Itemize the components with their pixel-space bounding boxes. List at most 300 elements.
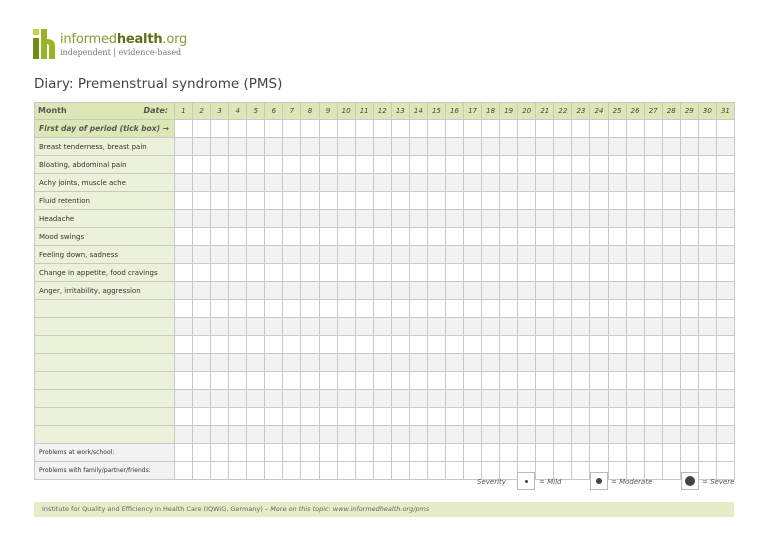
- symptom-severity-cell[interactable]: [301, 354, 319, 372]
- problems-cell[interactable]: [391, 462, 409, 480]
- symptom-severity-cell[interactable]: [554, 156, 572, 174]
- symptom-severity-cell[interactable]: [608, 210, 626, 228]
- symptom-severity-cell[interactable]: [175, 228, 193, 246]
- symptom-severity-cell[interactable]: [554, 354, 572, 372]
- symptom-severity-cell[interactable]: [590, 354, 608, 372]
- symptom-severity-cell[interactable]: [518, 174, 536, 192]
- symptom-severity-cell[interactable]: [427, 156, 445, 174]
- symptom-severity-cell[interactable]: [572, 156, 590, 174]
- problems-cell[interactable]: [608, 444, 626, 462]
- symptom-severity-cell[interactable]: [698, 372, 716, 390]
- symptom-label[interactable]: [35, 390, 175, 408]
- symptom-severity-cell[interactable]: [373, 282, 391, 300]
- symptom-severity-cell[interactable]: [590, 372, 608, 390]
- symptom-severity-cell[interactable]: [572, 174, 590, 192]
- first-day-checkbox-cell[interactable]: [716, 120, 734, 138]
- symptom-severity-cell[interactable]: [391, 210, 409, 228]
- symptom-severity-cell[interactable]: [301, 336, 319, 354]
- symptom-severity-cell[interactable]: [445, 246, 463, 264]
- symptom-severity-cell[interactable]: [337, 336, 355, 354]
- symptom-severity-cell[interactable]: [482, 390, 500, 408]
- symptom-severity-cell[interactable]: [175, 246, 193, 264]
- symptom-severity-cell[interactable]: [409, 174, 427, 192]
- symptom-severity-cell[interactable]: [554, 282, 572, 300]
- symptom-severity-cell[interactable]: [680, 156, 698, 174]
- symptom-severity-cell[interactable]: [500, 282, 518, 300]
- symptom-severity-cell[interactable]: [626, 426, 644, 444]
- symptom-severity-cell[interactable]: [680, 264, 698, 282]
- symptom-severity-cell[interactable]: [608, 138, 626, 156]
- symptom-severity-cell[interactable]: [572, 192, 590, 210]
- symptom-severity-cell[interactable]: [265, 264, 283, 282]
- symptom-severity-cell[interactable]: [644, 156, 662, 174]
- symptom-severity-cell[interactable]: [265, 318, 283, 336]
- symptom-severity-cell[interactable]: [662, 228, 680, 246]
- symptom-severity-cell[interactable]: [680, 174, 698, 192]
- symptom-severity-cell[interactable]: [518, 390, 536, 408]
- symptom-severity-cell[interactable]: [464, 390, 482, 408]
- symptom-severity-cell[interactable]: [427, 282, 445, 300]
- first-day-checkbox-cell[interactable]: [626, 120, 644, 138]
- problems-cell[interactable]: [500, 444, 518, 462]
- first-day-checkbox-cell[interactable]: [211, 120, 229, 138]
- symptom-severity-cell[interactable]: [229, 354, 247, 372]
- symptom-severity-cell[interactable]: [211, 282, 229, 300]
- symptom-severity-cell[interactable]: [337, 300, 355, 318]
- symptom-severity-cell[interactable]: [608, 372, 626, 390]
- symptom-severity-cell[interactable]: [680, 336, 698, 354]
- symptom-severity-cell[interactable]: [698, 336, 716, 354]
- symptom-severity-cell[interactable]: [355, 408, 373, 426]
- symptom-severity-cell[interactable]: [409, 210, 427, 228]
- symptom-severity-cell[interactable]: [247, 336, 265, 354]
- problems-cell[interactable]: [680, 444, 698, 462]
- symptom-severity-cell[interactable]: [283, 264, 301, 282]
- symptom-severity-cell[interactable]: [409, 156, 427, 174]
- symptom-severity-cell[interactable]: [337, 390, 355, 408]
- symptom-severity-cell[interactable]: [626, 246, 644, 264]
- symptom-severity-cell[interactable]: [175, 336, 193, 354]
- symptom-severity-cell[interactable]: [716, 264, 734, 282]
- symptom-severity-cell[interactable]: [500, 336, 518, 354]
- symptom-severity-cell[interactable]: [319, 282, 337, 300]
- symptom-severity-cell[interactable]: [283, 390, 301, 408]
- problems-cell[interactable]: [644, 462, 662, 480]
- symptom-severity-cell[interactable]: [283, 174, 301, 192]
- symptom-severity-cell[interactable]: [355, 192, 373, 210]
- symptom-severity-cell[interactable]: [680, 318, 698, 336]
- symptom-severity-cell[interactable]: [536, 156, 554, 174]
- first-day-checkbox-cell[interactable]: [337, 120, 355, 138]
- problems-cell[interactable]: [445, 462, 463, 480]
- symptom-severity-cell[interactable]: [337, 210, 355, 228]
- symptom-label[interactable]: [35, 300, 175, 318]
- symptom-severity-cell[interactable]: [644, 264, 662, 282]
- symptom-severity-cell[interactable]: [590, 174, 608, 192]
- symptom-severity-cell[interactable]: [464, 318, 482, 336]
- symptom-severity-cell[interactable]: [662, 336, 680, 354]
- symptom-severity-cell[interactable]: [464, 246, 482, 264]
- symptom-severity-cell[interactable]: [409, 300, 427, 318]
- first-day-checkbox-cell[interactable]: [445, 120, 463, 138]
- symptom-severity-cell[interactable]: [608, 300, 626, 318]
- symptom-severity-cell[interactable]: [680, 426, 698, 444]
- symptom-severity-cell[interactable]: [445, 300, 463, 318]
- first-day-checkbox-cell[interactable]: [608, 120, 626, 138]
- symptom-severity-cell[interactable]: [301, 138, 319, 156]
- problems-cell[interactable]: [229, 444, 247, 462]
- symptom-severity-cell[interactable]: [626, 174, 644, 192]
- symptom-severity-cell[interactable]: [698, 390, 716, 408]
- symptom-severity-cell[interactable]: [283, 282, 301, 300]
- problems-cell[interactable]: [464, 444, 482, 462]
- problems-cell[interactable]: [572, 462, 590, 480]
- symptom-label[interactable]: [35, 408, 175, 426]
- symptom-severity-cell[interactable]: [247, 228, 265, 246]
- symptom-severity-cell[interactable]: [662, 246, 680, 264]
- symptom-severity-cell[interactable]: [445, 156, 463, 174]
- symptom-severity-cell[interactable]: [373, 138, 391, 156]
- symptom-severity-cell[interactable]: [554, 426, 572, 444]
- symptom-severity-cell[interactable]: [482, 246, 500, 264]
- first-day-checkbox-cell[interactable]: [175, 120, 193, 138]
- symptom-severity-cell[interactable]: [265, 138, 283, 156]
- symptom-severity-cell[interactable]: [590, 390, 608, 408]
- symptom-severity-cell[interactable]: [608, 318, 626, 336]
- symptom-severity-cell[interactable]: [464, 354, 482, 372]
- symptom-severity-cell[interactable]: [518, 300, 536, 318]
- symptom-severity-cell[interactable]: [445, 336, 463, 354]
- symptom-severity-cell[interactable]: [662, 372, 680, 390]
- symptom-severity-cell[interactable]: [427, 336, 445, 354]
- symptom-severity-cell[interactable]: [680, 192, 698, 210]
- problems-cell[interactable]: [229, 462, 247, 480]
- symptom-severity-cell[interactable]: [608, 156, 626, 174]
- symptom-severity-cell[interactable]: [698, 264, 716, 282]
- symptom-severity-cell[interactable]: [500, 138, 518, 156]
- symptom-severity-cell[interactable]: [355, 228, 373, 246]
- problems-cell[interactable]: [355, 444, 373, 462]
- symptom-severity-cell[interactable]: [337, 264, 355, 282]
- symptom-severity-cell[interactable]: [572, 282, 590, 300]
- symptom-severity-cell[interactable]: [373, 426, 391, 444]
- symptom-severity-cell[interactable]: [355, 138, 373, 156]
- symptom-severity-cell[interactable]: [464, 426, 482, 444]
- symptom-severity-cell[interactable]: [590, 246, 608, 264]
- symptom-severity-cell[interactable]: [644, 318, 662, 336]
- first-day-checkbox-cell[interactable]: [283, 120, 301, 138]
- symptom-severity-cell[interactable]: [445, 426, 463, 444]
- symptom-severity-cell[interactable]: [373, 336, 391, 354]
- symptom-severity-cell[interactable]: [427, 246, 445, 264]
- symptom-severity-cell[interactable]: [229, 408, 247, 426]
- symptom-severity-cell[interactable]: [337, 156, 355, 174]
- symptom-severity-cell[interactable]: [500, 210, 518, 228]
- problems-cell[interactable]: [391, 444, 409, 462]
- symptom-severity-cell[interactable]: [662, 300, 680, 318]
- symptom-severity-cell[interactable]: [698, 282, 716, 300]
- symptom-severity-cell[interactable]: [536, 426, 554, 444]
- symptom-severity-cell[interactable]: [409, 192, 427, 210]
- symptom-severity-cell[interactable]: [445, 264, 463, 282]
- symptom-severity-cell[interactable]: [662, 390, 680, 408]
- symptom-severity-cell[interactable]: [337, 426, 355, 444]
- symptom-severity-cell[interactable]: [626, 282, 644, 300]
- symptom-severity-cell[interactable]: [175, 300, 193, 318]
- symptom-severity-cell[interactable]: [644, 390, 662, 408]
- symptom-severity-cell[interactable]: [409, 318, 427, 336]
- symptom-severity-cell[interactable]: [319, 228, 337, 246]
- symptom-severity-cell[interactable]: [536, 138, 554, 156]
- symptom-severity-cell[interactable]: [572, 408, 590, 426]
- symptom-severity-cell[interactable]: [536, 210, 554, 228]
- symptom-severity-cell[interactable]: [301, 192, 319, 210]
- symptom-severity-cell[interactable]: [427, 390, 445, 408]
- first-day-checkbox-cell[interactable]: [247, 120, 265, 138]
- symptom-severity-cell[interactable]: [644, 408, 662, 426]
- symptom-severity-cell[interactable]: [391, 408, 409, 426]
- symptom-severity-cell[interactable]: [427, 264, 445, 282]
- first-day-checkbox-cell[interactable]: [590, 120, 608, 138]
- symptom-severity-cell[interactable]: [193, 408, 211, 426]
- symptom-severity-cell[interactable]: [464, 228, 482, 246]
- symptom-severity-cell[interactable]: [482, 372, 500, 390]
- first-day-checkbox-cell[interactable]: [536, 120, 554, 138]
- symptom-severity-cell[interactable]: [500, 390, 518, 408]
- symptom-severity-cell[interactable]: [409, 390, 427, 408]
- problems-cell[interactable]: [319, 462, 337, 480]
- symptom-severity-cell[interactable]: [608, 282, 626, 300]
- symptom-severity-cell[interactable]: [373, 210, 391, 228]
- problems-cell[interactable]: [355, 462, 373, 480]
- symptom-severity-cell[interactable]: [391, 354, 409, 372]
- first-day-checkbox-cell[interactable]: [572, 120, 590, 138]
- symptom-severity-cell[interactable]: [536, 264, 554, 282]
- symptom-severity-cell[interactable]: [554, 300, 572, 318]
- symptom-severity-cell[interactable]: [554, 372, 572, 390]
- symptom-severity-cell[interactable]: [662, 318, 680, 336]
- symptom-severity-cell[interactable]: [644, 174, 662, 192]
- symptom-severity-cell[interactable]: [373, 192, 391, 210]
- symptom-severity-cell[interactable]: [590, 282, 608, 300]
- symptom-severity-cell[interactable]: [391, 246, 409, 264]
- symptom-severity-cell[interactable]: [211, 192, 229, 210]
- symptom-severity-cell[interactable]: [698, 210, 716, 228]
- symptom-severity-cell[interactable]: [355, 336, 373, 354]
- problems-cell[interactable]: [409, 462, 427, 480]
- symptom-severity-cell[interactable]: [391, 336, 409, 354]
- symptom-severity-cell[interactable]: [373, 354, 391, 372]
- symptom-severity-cell[interactable]: [590, 264, 608, 282]
- symptom-severity-cell[interactable]: [716, 210, 734, 228]
- symptom-severity-cell[interactable]: [572, 264, 590, 282]
- symptom-severity-cell[interactable]: [355, 354, 373, 372]
- symptom-severity-cell[interactable]: [355, 210, 373, 228]
- symptom-severity-cell[interactable]: [229, 426, 247, 444]
- symptom-severity-cell[interactable]: [662, 156, 680, 174]
- symptom-severity-cell[interactable]: [409, 264, 427, 282]
- symptom-severity-cell[interactable]: [445, 372, 463, 390]
- first-day-checkbox-cell[interactable]: [554, 120, 572, 138]
- symptom-severity-cell[interactable]: [319, 426, 337, 444]
- symptom-severity-cell[interactable]: [193, 318, 211, 336]
- symptom-severity-cell[interactable]: [355, 426, 373, 444]
- first-day-checkbox-cell[interactable]: [355, 120, 373, 138]
- symptom-severity-cell[interactable]: [608, 408, 626, 426]
- symptom-severity-cell[interactable]: [644, 372, 662, 390]
- symptom-severity-cell[interactable]: [698, 300, 716, 318]
- symptom-severity-cell[interactable]: [644, 282, 662, 300]
- symptom-severity-cell[interactable]: [626, 300, 644, 318]
- problems-cell[interactable]: [482, 444, 500, 462]
- problems-cell[interactable]: [716, 462, 734, 480]
- symptom-severity-cell[interactable]: [716, 282, 734, 300]
- problems-cell[interactable]: [445, 444, 463, 462]
- symptom-severity-cell[interactable]: [193, 390, 211, 408]
- symptom-severity-cell[interactable]: [445, 318, 463, 336]
- symptom-severity-cell[interactable]: [590, 426, 608, 444]
- symptom-severity-cell[interactable]: [373, 408, 391, 426]
- symptom-severity-cell[interactable]: [445, 282, 463, 300]
- symptom-severity-cell[interactable]: [229, 246, 247, 264]
- symptom-severity-cell[interactable]: [391, 156, 409, 174]
- symptom-severity-cell[interactable]: [518, 228, 536, 246]
- symptom-severity-cell[interactable]: [211, 300, 229, 318]
- first-day-checkbox-cell[interactable]: [193, 120, 211, 138]
- symptom-severity-cell[interactable]: [554, 246, 572, 264]
- symptom-severity-cell[interactable]: [319, 138, 337, 156]
- first-day-checkbox-cell[interactable]: [464, 120, 482, 138]
- problems-cell[interactable]: [482, 462, 500, 480]
- symptom-severity-cell[interactable]: [247, 264, 265, 282]
- symptom-severity-cell[interactable]: [445, 228, 463, 246]
- symptom-severity-cell[interactable]: [608, 354, 626, 372]
- symptom-severity-cell[interactable]: [716, 174, 734, 192]
- symptom-severity-cell[interactable]: [193, 336, 211, 354]
- symptom-severity-cell[interactable]: [590, 192, 608, 210]
- symptom-severity-cell[interactable]: [464, 300, 482, 318]
- problems-cell[interactable]: [283, 444, 301, 462]
- symptom-severity-cell[interactable]: [644, 210, 662, 228]
- symptom-severity-cell[interactable]: [464, 372, 482, 390]
- symptom-severity-cell[interactable]: [626, 336, 644, 354]
- symptom-severity-cell[interactable]: [283, 408, 301, 426]
- symptom-severity-cell[interactable]: [716, 156, 734, 174]
- symptom-severity-cell[interactable]: [193, 354, 211, 372]
- symptom-severity-cell[interactable]: [716, 426, 734, 444]
- symptom-severity-cell[interactable]: [482, 318, 500, 336]
- symptom-severity-cell[interactable]: [175, 156, 193, 174]
- problems-cell[interactable]: [464, 462, 482, 480]
- symptom-severity-cell[interactable]: [680, 408, 698, 426]
- symptom-severity-cell[interactable]: [518, 282, 536, 300]
- symptom-severity-cell[interactable]: [175, 282, 193, 300]
- symptom-severity-cell[interactable]: [662, 282, 680, 300]
- symptom-severity-cell[interactable]: [229, 336, 247, 354]
- symptom-severity-cell[interactable]: [482, 426, 500, 444]
- symptom-severity-cell[interactable]: [211, 354, 229, 372]
- symptom-severity-cell[interactable]: [644, 426, 662, 444]
- problems-cell[interactable]: [211, 462, 229, 480]
- symptom-severity-cell[interactable]: [445, 354, 463, 372]
- symptom-severity-cell[interactable]: [698, 228, 716, 246]
- first-day-checkbox-cell[interactable]: [319, 120, 337, 138]
- symptom-severity-cell[interactable]: [265, 282, 283, 300]
- problems-cell[interactable]: [662, 462, 680, 480]
- symptom-severity-cell[interactable]: [716, 390, 734, 408]
- symptom-severity-cell[interactable]: [626, 156, 644, 174]
- symptom-severity-cell[interactable]: [626, 264, 644, 282]
- symptom-severity-cell[interactable]: [373, 174, 391, 192]
- symptom-severity-cell[interactable]: [247, 282, 265, 300]
- symptom-severity-cell[interactable]: [608, 426, 626, 444]
- symptom-severity-cell[interactable]: [247, 372, 265, 390]
- first-day-checkbox-cell[interactable]: [373, 120, 391, 138]
- first-day-checkbox-cell[interactable]: [518, 120, 536, 138]
- symptom-severity-cell[interactable]: [265, 192, 283, 210]
- symptom-severity-cell[interactable]: [698, 192, 716, 210]
- symptom-severity-cell[interactable]: [229, 318, 247, 336]
- symptom-severity-cell[interactable]: [626, 318, 644, 336]
- symptom-severity-cell[interactable]: [427, 138, 445, 156]
- symptom-severity-cell[interactable]: [445, 390, 463, 408]
- symptom-severity-cell[interactable]: [608, 390, 626, 408]
- symptom-severity-cell[interactable]: [373, 318, 391, 336]
- symptom-severity-cell[interactable]: [211, 390, 229, 408]
- symptom-severity-cell[interactable]: [283, 156, 301, 174]
- symptom-severity-cell[interactable]: [301, 426, 319, 444]
- problems-cell[interactable]: [427, 444, 445, 462]
- symptom-severity-cell[interactable]: [283, 228, 301, 246]
- problems-cell[interactable]: [536, 462, 554, 480]
- symptom-label[interactable]: [35, 426, 175, 444]
- symptom-severity-cell[interactable]: [193, 228, 211, 246]
- symptom-severity-cell[interactable]: [500, 174, 518, 192]
- symptom-severity-cell[interactable]: [536, 300, 554, 318]
- symptom-severity-cell[interactable]: [445, 138, 463, 156]
- symptom-severity-cell[interactable]: [283, 336, 301, 354]
- symptom-severity-cell[interactable]: [175, 174, 193, 192]
- symptom-severity-cell[interactable]: [247, 426, 265, 444]
- symptom-severity-cell[interactable]: [355, 372, 373, 390]
- symptom-severity-cell[interactable]: [518, 210, 536, 228]
- symptom-severity-cell[interactable]: [247, 156, 265, 174]
- symptom-severity-cell[interactable]: [265, 426, 283, 444]
- symptom-severity-cell[interactable]: [518, 156, 536, 174]
- problems-cell[interactable]: [373, 462, 391, 480]
- symptom-severity-cell[interactable]: [590, 336, 608, 354]
- symptom-severity-cell[interactable]: [409, 372, 427, 390]
- symptom-severity-cell[interactable]: [391, 426, 409, 444]
- symptom-severity-cell[interactable]: [464, 138, 482, 156]
- symptom-severity-cell[interactable]: [391, 318, 409, 336]
- symptom-severity-cell[interactable]: [536, 372, 554, 390]
- symptom-severity-cell[interactable]: [536, 354, 554, 372]
- symptom-severity-cell[interactable]: [464, 192, 482, 210]
- symptom-severity-cell[interactable]: [409, 408, 427, 426]
- symptom-severity-cell[interactable]: [680, 246, 698, 264]
- symptom-severity-cell[interactable]: [373, 156, 391, 174]
- symptom-severity-cell[interactable]: [319, 246, 337, 264]
- symptom-severity-cell[interactable]: [373, 372, 391, 390]
- first-day-checkbox-cell[interactable]: [427, 120, 445, 138]
- symptom-severity-cell[interactable]: [229, 210, 247, 228]
- symptom-severity-cell[interactable]: [247, 138, 265, 156]
- problems-cell[interactable]: [319, 444, 337, 462]
- symptom-severity-cell[interactable]: [554, 228, 572, 246]
- symptom-severity-cell[interactable]: [662, 426, 680, 444]
- first-day-checkbox-cell[interactable]: [500, 120, 518, 138]
